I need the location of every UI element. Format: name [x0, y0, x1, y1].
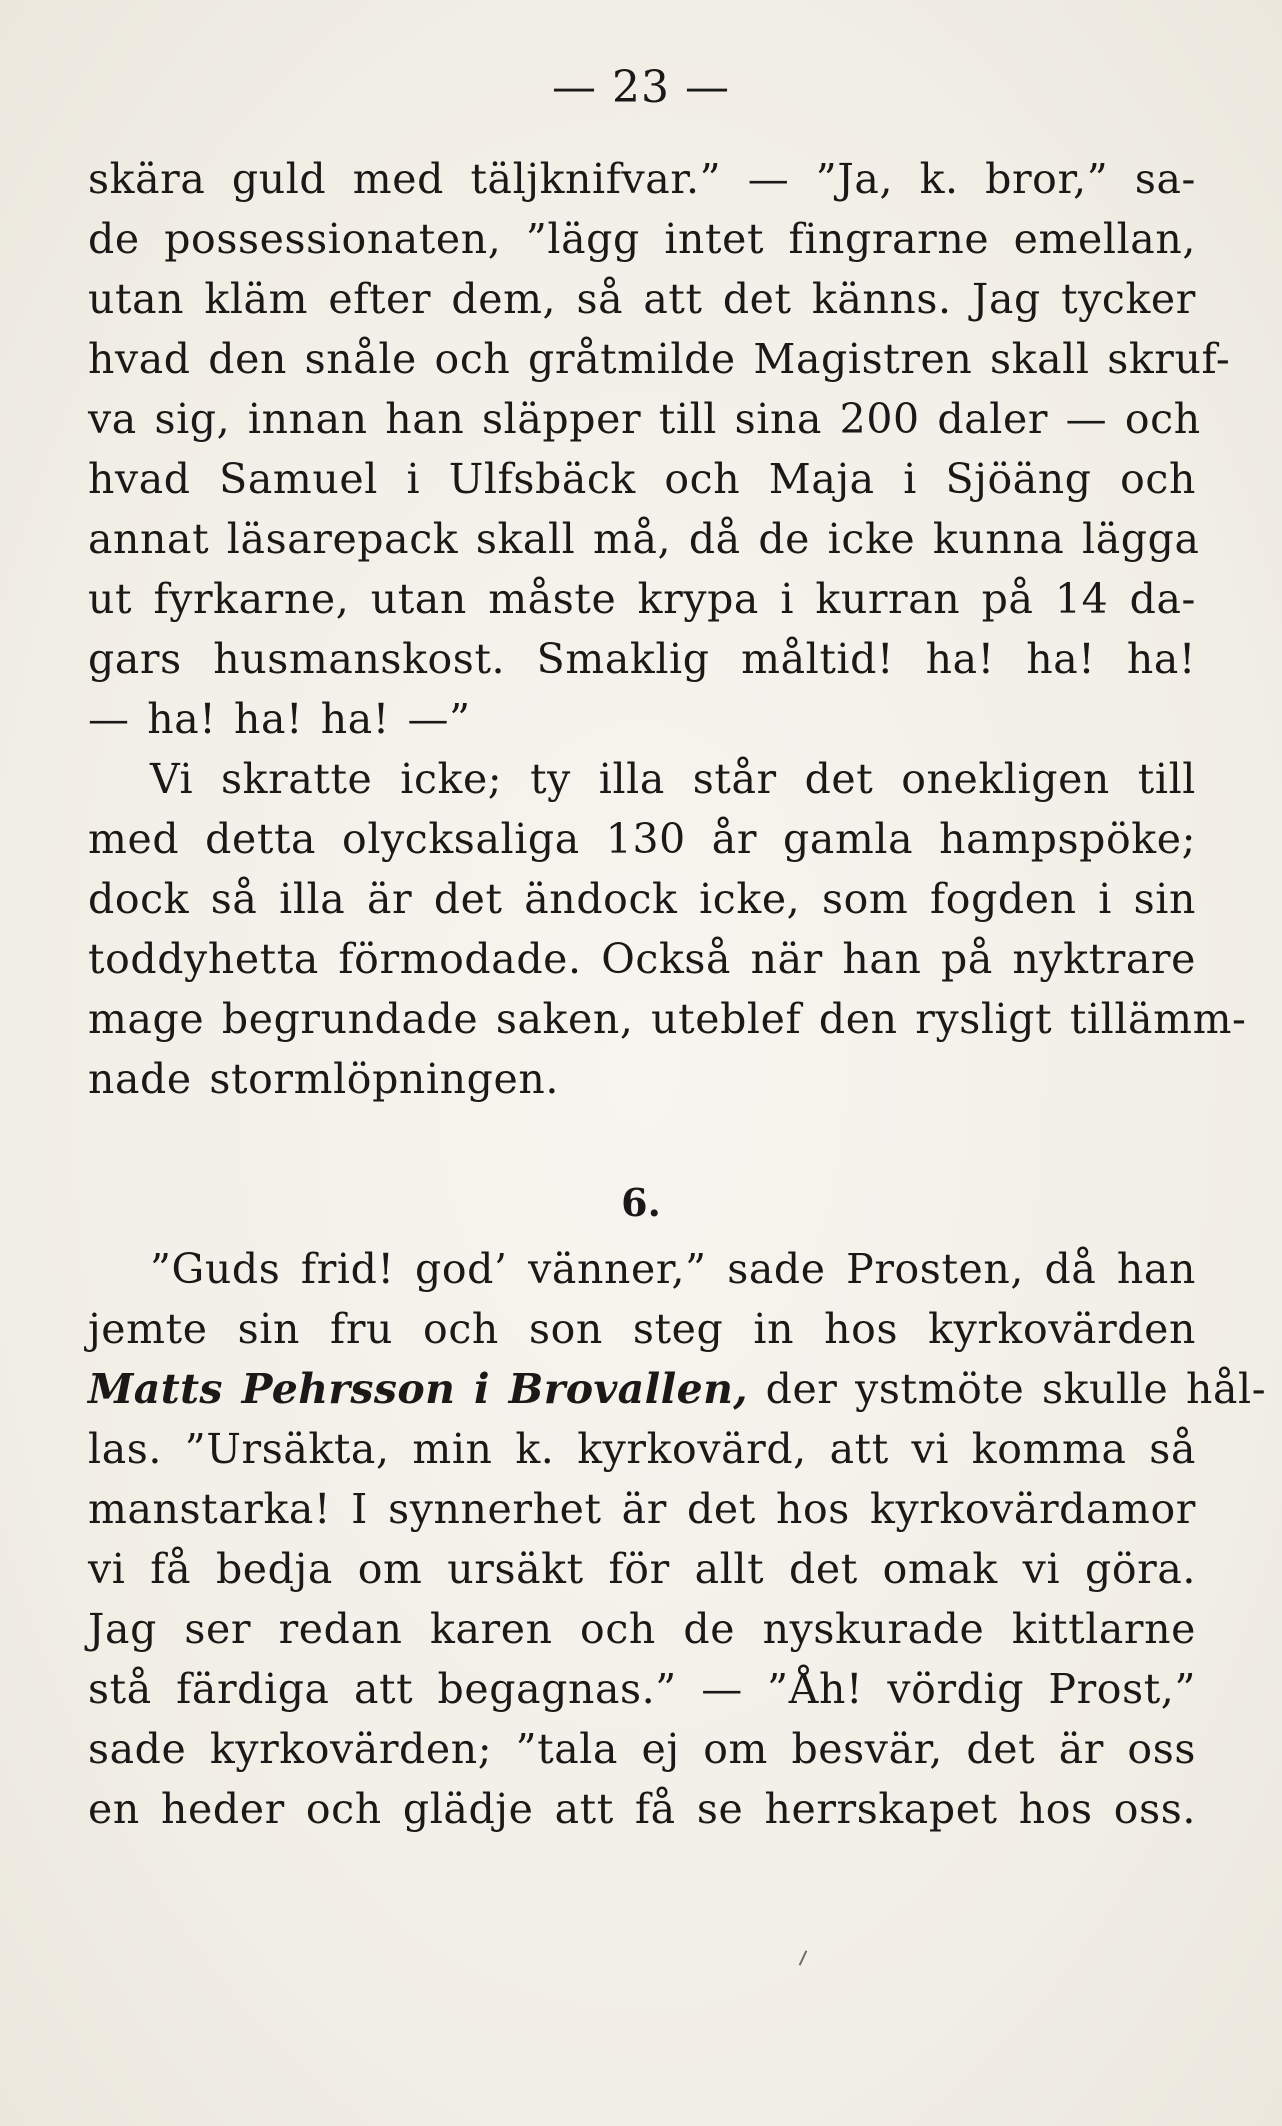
text-line: med detta olycksaliga 130 år gamla hampspöke; [88, 815, 1196, 863]
text-line: Jag ser redan karen och de nyskurade kittlarne [88, 1605, 1196, 1653]
text-line: las. ”Ursäkta, min k. kyrkovärd, att vi komma så [88, 1425, 1196, 1473]
text-line: nade stormlöpningen. [88, 1055, 559, 1103]
text-line: en heder och glädje att få se herrskapet hos oss. [88, 1785, 1196, 1833]
italic-name: Matts Pehrsson i Brovallen, [88, 1365, 748, 1413]
text-line: manstarka! I synnerhet är det hos kyrkovärdamor [88, 1485, 1196, 1533]
text-line: stå färdiga att begagnas.” — ”Åh! vördig Prost,” [88, 1665, 1196, 1713]
text-line: de possessionaten, ”lägg intet fingrarne emellan, [88, 215, 1196, 263]
page-number: — 23 — [552, 62, 730, 113]
text-line: ut fyrkarne, utan måste krypa i kurran på 14 da- [88, 575, 1196, 623]
text-line: sade kyrkovärden; ”tala ej om besvär, det är oss [88, 1725, 1196, 1773]
text-line: ”Guds frid! god’ vänner,” sade Prosten, då han [150, 1245, 1196, 1293]
text-line: Vi skratte icke; ty illa står det onekligen till [150, 755, 1196, 803]
text-line: toddyhetta förmodade. Också när han på nyktrare [88, 935, 1196, 983]
text-line: vi få bedja om ursäkt för allt det omak vi göra. [88, 1545, 1196, 1593]
text-line: dock så illa är det ändock icke, som fogden i sin [88, 875, 1196, 923]
text-line: hvad den snåle och gråtmilde Magistren skall skruf- [88, 335, 1231, 383]
text-line: skära guld med täljknifvar.” — ”Ja, k. bror,” sa- [88, 155, 1196, 203]
text-line: — ha! ha! ha! —” [88, 695, 471, 743]
text-line: utan kläm efter dem, så att det känns. Jag tycker [88, 275, 1196, 323]
text-line: hvad Samuel i Ulfsbäck och Maja i Sjöäng och [88, 455, 1196, 503]
stray-ink-mark [799, 1950, 808, 1965]
text-line: jemte sin fru och son steg in hos kyrkovärden [88, 1305, 1196, 1353]
section-number: 6. [621, 1180, 661, 1225]
text-line: mage begrundade saken, uteblef den rysligt tillämm- [88, 995, 1247, 1043]
text-line: annat läsarepack skall må, då de icke kunna lägga [88, 515, 1200, 563]
text-line: gars husmanskost. Smaklig måltid! ha! ha! ha! [88, 635, 1196, 683]
text-fragment: der ystmöte skulle hål- [747, 1365, 1267, 1413]
text-line [88, 1364, 1267, 1414]
text-line: va sig, innan han släpper till sina 200 daler — och [88, 395, 1201, 443]
